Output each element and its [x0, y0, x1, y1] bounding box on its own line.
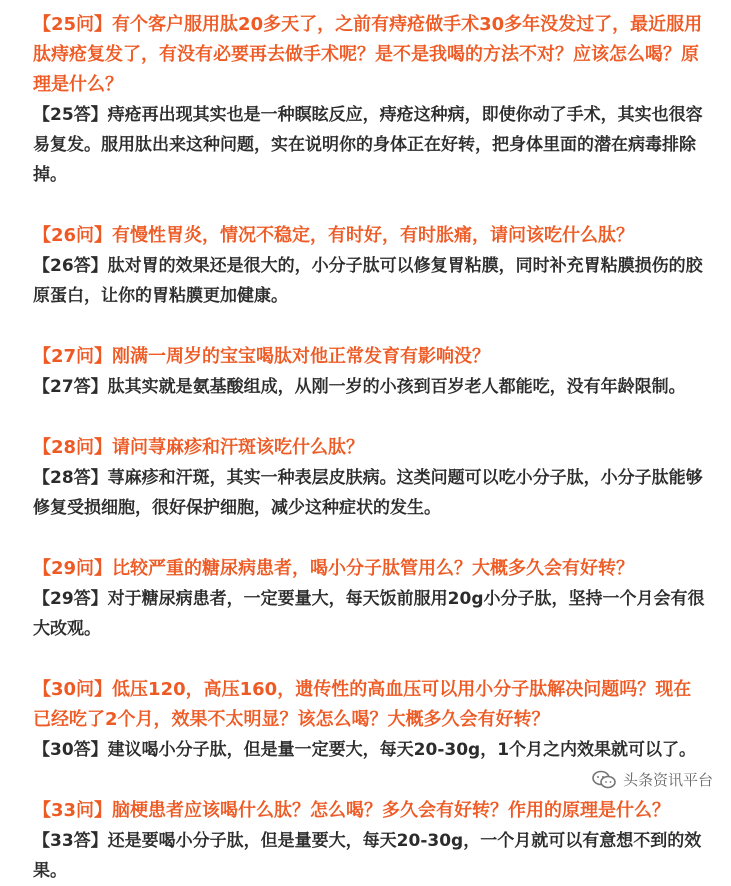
question-text: 【25问】有个客户服用肽20多天了，之前有痔疮做手术30多年没发过了，最近服用肽痔疮复发了，有没有必要再去做手术呢？是不是我喝的方法不对？应该怎么喝？原理是什么？	[33, 14, 703, 95]
answer-text: 【26答】肽对胃的效果还是很大的，小分子肽可以修复胃粘膜，同时补充胃粘膜损伤的胶原蛋白，让你的胃粘膜更加健康。	[33, 256, 703, 306]
question-text: 【33问】脑梗患者应该喝什么肽？怎么喝？多久会有好转？作用的原理是什么？	[33, 800, 671, 821]
answer-text: 【25答】痔疮再出现其实也是一种瞑眩反应，痔疮这种病，即使你动了手术，其实也很容易复发。服用肽出来这种问题，实在说明你的身体正在好转，把身体里面的潜在病毒排除掉。	[33, 105, 703, 185]
question-text: 【28问】请问荨麻疹和汗斑该吃什么肽？	[33, 437, 365, 458]
question-text: 【29问】比较严重的糖尿病患者，喝小分子肽管用么？大概多久会有好转？	[33, 558, 635, 579]
question-text: 【27问】刚满一周岁的宝宝喝肽对他正常发育有影响没？	[33, 346, 491, 367]
watermark	[591, 769, 713, 790]
qa-item-30	[33, 675, 709, 765]
watermark-text: 头条资讯平台	[622, 771, 713, 789]
toutiao-logo-icon	[591, 770, 617, 790]
spacer	[33, 190, 709, 221]
qa-item-25	[33, 10, 709, 190]
question-text: 【30问】低压120，高压160，遗传性的高血压可以用小分子肽解决问题吗？现在已经吃了2个月，效果不太明显？该怎么喝？大概多久会有好转？	[33, 679, 692, 730]
qa-item-26	[33, 221, 709, 311]
answer-text: 【33答】还是要喝小分子肽，但是量要大，每天20-30g，一个月就可以有意想不到的效果。	[33, 831, 702, 881]
qa-item-29	[33, 554, 709, 644]
question-text: 【26问】有慢性胃炎，情况不稳定，有时好，有时胀痛，请问该吃什么肽？	[33, 225, 635, 246]
qa-item-33	[33, 796, 709, 886]
answer-text: 【29答】对于糖尿病患者，一定要量大，每天饭前服用20g小分子肽，坚持一个月会有很大改观。	[33, 589, 705, 639]
answer-text: 【28答】荨麻疹和汗斑，其实一种表层皮肤病。这类问题可以吃小分子肽，小分子肽能够修复受损细胞，很好保护细胞，减少这种症状的发生。	[33, 468, 703, 518]
qa-article	[33, 10, 709, 886]
qa-item-27	[33, 342, 709, 402]
spacer	[33, 311, 709, 342]
spacer	[33, 523, 709, 554]
qa-item-28	[33, 433, 709, 523]
spacer	[33, 402, 709, 433]
answer-text: 【30答】建议喝小分子肽，但是量一定要大，每天20-30g，1个月之内效果就可以了。	[33, 740, 697, 760]
answer-text: 【27答】肽其实就是氨基酸组成，从刚一岁的小孩到百岁老人都能吃，没有年龄限制。	[33, 377, 686, 397]
spacer	[33, 644, 709, 675]
